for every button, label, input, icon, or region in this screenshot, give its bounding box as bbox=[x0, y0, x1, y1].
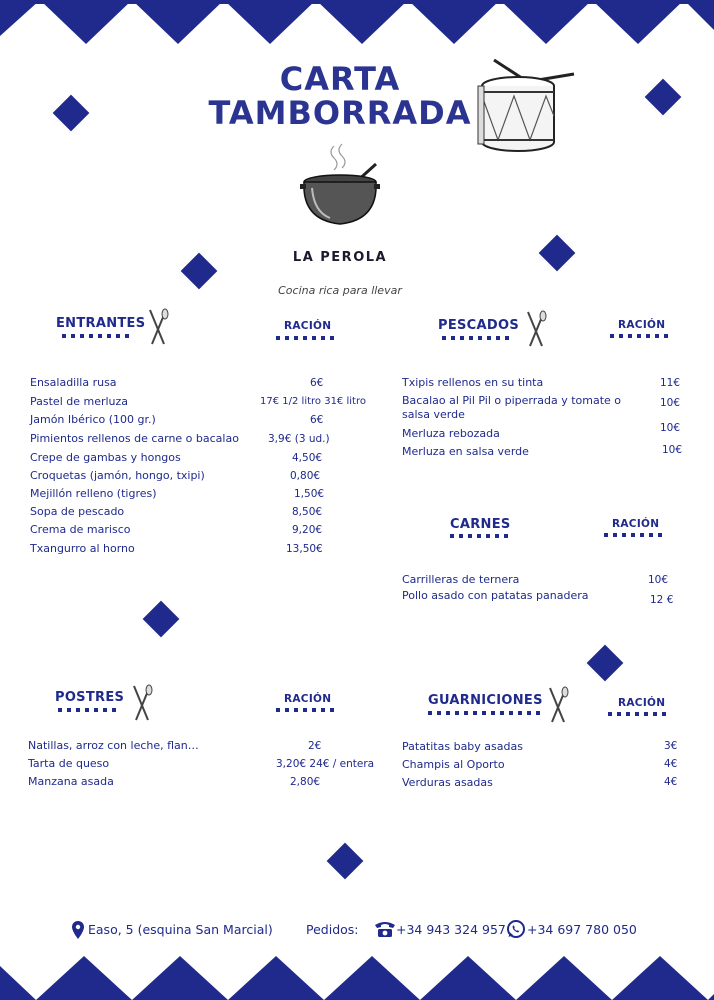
menu-item-name: Sopa de pescado bbox=[30, 505, 125, 518]
menu-item-price: 4€ bbox=[664, 758, 678, 770]
section-title-postres: POSTRES bbox=[55, 690, 125, 705]
menu-item-name: Pollo asado con patatas panadera bbox=[402, 589, 589, 602]
decor-diamond bbox=[327, 843, 364, 880]
footer-phone[interactable]: +34 943 324 957 bbox=[396, 922, 506, 937]
menu-item-name: Bacalao al Pil Pil o piperrada y tomate o salsa verde bbox=[402, 394, 622, 421]
menu-item-name: Pimientos rellenos de carne o bacalao bbox=[30, 432, 239, 445]
menu-item-name: Jamón Ibérico (100 gr.) bbox=[30, 413, 156, 426]
section-underline-dots bbox=[276, 335, 340, 341]
bottom-zigzag-border bbox=[0, 952, 714, 1000]
menu-item-name: Crema de marisco bbox=[30, 523, 131, 536]
section-underline-dots bbox=[450, 533, 514, 539]
tagline: Cocina rica para llevar bbox=[278, 284, 402, 297]
menu-item-price: 9,20€ bbox=[292, 524, 323, 536]
racion-header: RACIÓN bbox=[618, 319, 666, 331]
menu-item-price: 3,20€ 24€ / entera bbox=[276, 758, 375, 770]
menu-item-name: Carrilleras de ternera bbox=[402, 573, 520, 586]
menu-item-name: Natillas, arroz con leche, flan… bbox=[28, 739, 199, 752]
menu-item-price: 3€ bbox=[664, 740, 678, 752]
menu-item-name: Merluza en salsa verde bbox=[402, 445, 529, 458]
decor-diamond bbox=[53, 95, 90, 132]
section-underline-dots bbox=[428, 710, 540, 716]
decor-diamond bbox=[539, 235, 576, 272]
menu-title-line2: TAMBORRADA bbox=[208, 94, 472, 132]
footer-address: Easo, 5 (esquina San Marcial) bbox=[88, 922, 273, 937]
whatsapp-icon bbox=[507, 920, 525, 938]
top-zigzag-border bbox=[0, 0, 714, 46]
section-underline-dots bbox=[58, 707, 122, 713]
menu-item-name: Croquetas (jamón, hongo, txipi) bbox=[30, 469, 205, 482]
telephone-icon bbox=[374, 920, 396, 938]
racion-header: RACIÓN bbox=[284, 320, 332, 332]
section-underline-dots bbox=[442, 335, 510, 341]
menu-item-price: 10€ bbox=[660, 422, 681, 434]
section-underline-dots bbox=[610, 333, 674, 339]
menu-item-price: 4,50€ bbox=[292, 452, 323, 464]
menu-item-price: 2€ bbox=[308, 740, 322, 752]
cooking-pot-icon bbox=[300, 142, 382, 232]
menu-item-name: Merluza rebozada bbox=[402, 427, 500, 440]
section-title-carnes: CARNES bbox=[450, 517, 511, 532]
cutlery-icon bbox=[546, 684, 570, 724]
menu-item-price: 8,50€ bbox=[292, 506, 323, 518]
menu-item-price: 10€ bbox=[662, 444, 683, 456]
menu-item-name: Patatitas baby asadas bbox=[402, 740, 523, 753]
menu-item-price: 13,50€ bbox=[286, 543, 323, 555]
footer-orders-label: Pedidos: bbox=[306, 922, 359, 937]
decor-diamond bbox=[645, 79, 682, 116]
menu-item-price: 3,9€ (3 ud.) bbox=[268, 433, 330, 445]
section-title-entrantes: ENTRANTES bbox=[56, 316, 146, 331]
menu-item-price: 2,80€ bbox=[290, 776, 321, 788]
menu-item-price: 17€ 1/2 litro 31€ litro bbox=[260, 396, 366, 407]
menu-item-name: Tarta de queso bbox=[28, 757, 110, 770]
menu-item-price: 12 € bbox=[650, 594, 674, 606]
racion-header: RACIÓN bbox=[618, 697, 666, 709]
menu-item-name: Champis al Oporto bbox=[402, 758, 505, 771]
decor-diamond bbox=[143, 601, 180, 638]
menu-item-name: Txipis rellenos en su tinta bbox=[402, 376, 544, 389]
section-underline-dots bbox=[62, 333, 130, 339]
racion-header: RACIÓN bbox=[284, 693, 332, 705]
menu-item-name: Crepe de gambas y hongos bbox=[30, 451, 181, 464]
drum-icon bbox=[476, 56, 580, 166]
menu-item-price: 4€ bbox=[664, 776, 678, 788]
brand-name: LA PEROLA bbox=[292, 250, 388, 265]
menu-item-price: 6€ bbox=[310, 414, 324, 426]
section-underline-dots bbox=[604, 532, 668, 538]
menu-item-name: Manzana asada bbox=[28, 775, 114, 788]
menu-item-price: 0,80€ bbox=[290, 470, 321, 482]
menu-item-name: Mejillón relleno (tigres) bbox=[30, 487, 157, 500]
menu-item-price: 6€ bbox=[310, 377, 324, 389]
menu-item-name: Pastel de merluza bbox=[30, 395, 129, 408]
menu-item-name: Verduras asadas bbox=[402, 776, 493, 789]
cutlery-icon bbox=[524, 308, 548, 348]
menu-item-price: 10€ bbox=[648, 574, 669, 586]
menu-item-price: 10€ bbox=[660, 397, 681, 409]
section-title-guarniciones: GUARNICIONES bbox=[428, 693, 543, 708]
section-title-pescados: PESCADOS bbox=[438, 318, 519, 333]
menu-title-line1: CARTA bbox=[279, 60, 401, 98]
racion-header: RACIÓN bbox=[612, 518, 660, 530]
cutlery-icon bbox=[130, 682, 154, 722]
menu-item-name: Txangurro al horno bbox=[30, 542, 135, 555]
section-underline-dots bbox=[608, 711, 672, 717]
decor-diamond bbox=[587, 645, 624, 682]
menu-item-name: Ensaladilla rusa bbox=[30, 376, 117, 389]
location-pin-icon bbox=[72, 921, 84, 939]
section-underline-dots bbox=[276, 707, 340, 713]
footer-whatsapp[interactable]: +34 697 780 050 bbox=[527, 922, 637, 937]
cutlery-icon bbox=[146, 306, 170, 346]
menu-item-price: 11€ bbox=[660, 377, 681, 389]
decor-diamond bbox=[181, 253, 218, 290]
menu-item-price: 1,50€ bbox=[294, 488, 325, 500]
